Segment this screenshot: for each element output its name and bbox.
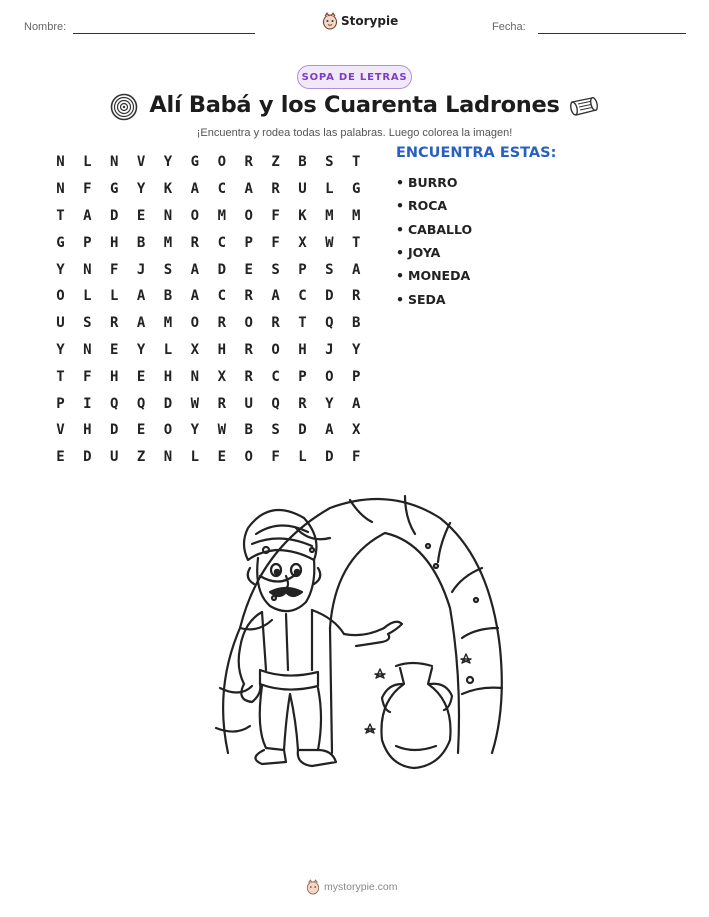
grid-letter[interactable]: A bbox=[190, 288, 200, 305]
grid-letter[interactable]: T bbox=[352, 154, 361, 171]
grid-letter[interactable]: H bbox=[110, 234, 119, 251]
grid-letter[interactable]: C bbox=[217, 288, 226, 305]
grid-letter[interactable]: A bbox=[190, 181, 200, 198]
grid-letter[interactable]: Y bbox=[352, 341, 361, 358]
worksheet-type-badge: SOPA DE LETRAS bbox=[297, 65, 412, 89]
grid-letter[interactable]: F bbox=[271, 234, 280, 251]
date-label: Fecha: bbox=[492, 21, 526, 33]
grid-letter[interactable]: U bbox=[244, 395, 253, 412]
word-text: ROCA bbox=[408, 198, 448, 214]
word-bank-item bbox=[396, 264, 472, 287]
grid-letter[interactable]: D bbox=[325, 449, 334, 466]
scroll-icon bbox=[568, 94, 600, 120]
grid-letter[interactable]: L bbox=[298, 449, 307, 466]
grid-letter[interactable]: I bbox=[83, 395, 92, 412]
grid-letter[interactable]: R bbox=[244, 154, 253, 171]
grid-letter[interactable]: R bbox=[244, 341, 253, 358]
grid-letter[interactable]: Z bbox=[271, 154, 280, 171]
grid-letter[interactable]: U bbox=[56, 315, 65, 332]
grid-letter[interactable]: Q bbox=[325, 315, 334, 332]
grid-letter[interactable]: Q bbox=[271, 395, 280, 412]
word-text: MONEDA bbox=[408, 268, 471, 284]
grid-row bbox=[47, 176, 370, 203]
grid-letter[interactable]: A bbox=[271, 288, 280, 305]
grid-letter[interactable]: R bbox=[110, 315, 119, 332]
grid-letter[interactable]: E bbox=[244, 261, 253, 278]
grid-letter[interactable]: R bbox=[217, 315, 226, 332]
grid-letter[interactable]: Q bbox=[110, 395, 119, 412]
name-label: Nombre: bbox=[24, 21, 67, 33]
grid-letter[interactable]: E bbox=[56, 449, 65, 466]
grid-letter[interactable]: V bbox=[136, 154, 146, 171]
bullet: • bbox=[396, 245, 404, 261]
bullet: • bbox=[396, 291, 404, 307]
grid-letter[interactable]: A bbox=[352, 261, 361, 278]
grid-letter[interactable]: B bbox=[352, 315, 361, 332]
grid-letter[interactable]: G bbox=[110, 181, 119, 198]
grid-letter[interactable]: O bbox=[325, 368, 334, 385]
grid-letter[interactable]: J bbox=[136, 261, 146, 278]
grid-letter[interactable]: S bbox=[163, 261, 173, 278]
grid-row bbox=[47, 256, 370, 283]
grid-letter[interactable]: F bbox=[83, 181, 92, 198]
grid-letter[interactable]: Y bbox=[56, 341, 65, 358]
grid-letter[interactable]: A bbox=[136, 288, 146, 305]
grid-letter[interactable]: P bbox=[352, 368, 361, 385]
grid-letter[interactable]: B bbox=[163, 288, 173, 305]
grid-letter[interactable]: M bbox=[163, 315, 173, 332]
grid-letter[interactable]: L bbox=[83, 288, 92, 305]
grid-letter[interactable]: X bbox=[352, 422, 361, 439]
grid-letter[interactable]: M bbox=[352, 207, 361, 224]
bullet: • bbox=[396, 175, 404, 191]
grid-letter[interactable]: T bbox=[56, 207, 65, 224]
grid-letter[interactable]: D bbox=[83, 449, 92, 466]
grid-letter[interactable]: F bbox=[271, 449, 280, 466]
grid-letter[interactable]: N bbox=[110, 154, 119, 171]
grid-row bbox=[47, 310, 370, 337]
grid-letter[interactable]: G bbox=[190, 154, 200, 171]
grid-letter[interactable]: G bbox=[352, 181, 361, 198]
grid-letter[interactable]: O bbox=[190, 315, 200, 332]
grid-letter[interactable]: O bbox=[217, 154, 226, 171]
word-bank-item bbox=[396, 287, 472, 310]
grid-row bbox=[47, 363, 370, 390]
grid-letter[interactable]: N bbox=[163, 207, 173, 224]
page-title: Alí Babá y los Cuarenta Ladrones bbox=[149, 92, 560, 118]
grid-letter[interactable]: U bbox=[298, 181, 307, 198]
grid-letter[interactable]: C bbox=[271, 368, 280, 385]
grid-letter[interactable]: A bbox=[83, 207, 92, 224]
grid-letter[interactable]: R bbox=[190, 234, 200, 251]
grid-row bbox=[47, 337, 370, 364]
grid-letter[interactable]: O bbox=[163, 422, 173, 439]
grid-letter[interactable]: H bbox=[110, 368, 119, 385]
grid-letter[interactable]: N bbox=[83, 261, 92, 278]
grid-letter[interactable]: G bbox=[56, 234, 65, 251]
grid-letter[interactable]: A bbox=[190, 261, 200, 278]
instructions: ¡Encuentra y rodea todas las palabras. Luego colorea la imagen! bbox=[196, 127, 513, 139]
footer-url[interactable]: mystorypie.com bbox=[324, 881, 398, 893]
grid-letter[interactable]: A bbox=[352, 395, 361, 412]
grid-letter[interactable]: E bbox=[136, 422, 146, 439]
grid-letter[interactable]: R bbox=[352, 288, 361, 305]
grid-letter[interactable]: O bbox=[244, 449, 253, 466]
grid-letter[interactable]: D bbox=[110, 207, 119, 224]
word-text: CABALLO bbox=[408, 221, 473, 237]
storypie-logo-icon bbox=[306, 879, 320, 895]
storypie-logo-icon bbox=[322, 12, 338, 30]
grid-letter[interactable]: N bbox=[56, 154, 65, 171]
grid-letter[interactable]: Y bbox=[56, 261, 65, 278]
grid-letter[interactable]: X bbox=[298, 234, 307, 251]
grid-letter[interactable]: M bbox=[217, 207, 226, 224]
grid-letter[interactable]: U bbox=[110, 449, 119, 466]
word-text: JOYA bbox=[408, 245, 441, 261]
grid-letter[interactable]: C bbox=[217, 234, 226, 251]
grid-letter[interactable]: H bbox=[298, 341, 307, 358]
grid-letter[interactable]: S bbox=[325, 154, 334, 171]
grid-letter[interactable]: D bbox=[110, 422, 119, 439]
grid-letter[interactable]: T bbox=[298, 315, 307, 332]
grid-letter[interactable]: Q bbox=[136, 395, 146, 412]
word-bank-item bbox=[396, 171, 472, 194]
grid-letter[interactable]: C bbox=[298, 288, 307, 305]
word-text: SEDA bbox=[408, 291, 446, 307]
grid-letter[interactable]: R bbox=[298, 395, 307, 412]
grid-letter[interactable]: Y bbox=[136, 181, 146, 198]
grid-letter[interactable]: E bbox=[217, 449, 226, 466]
grid-letter[interactable]: A bbox=[244, 181, 253, 198]
grid-letter[interactable]: P bbox=[298, 261, 307, 278]
grid-letter[interactable]: O bbox=[244, 315, 253, 332]
grid-letter[interactable]: O bbox=[244, 207, 253, 224]
grid-letter[interactable]: Z bbox=[136, 449, 146, 466]
grid-letter[interactable]: P bbox=[244, 234, 253, 251]
grid-letter[interactable]: E bbox=[136, 368, 146, 385]
grid-letter[interactable]: H bbox=[163, 368, 173, 385]
grid-row bbox=[47, 203, 370, 230]
word-bank-list bbox=[396, 171, 472, 311]
brand-name: Storypie bbox=[341, 14, 399, 28]
grid-letter[interactable]: R bbox=[244, 288, 253, 305]
grid-letter[interactable]: H bbox=[217, 341, 226, 358]
grid-letter[interactable]: S bbox=[271, 422, 280, 439]
grid-letter[interactable]: X bbox=[190, 341, 200, 358]
grid-letter[interactable]: S bbox=[271, 261, 280, 278]
grid-letter[interactable]: R bbox=[217, 395, 226, 412]
grid-letter[interactable]: D bbox=[163, 395, 173, 412]
grid-letter[interactable]: K bbox=[163, 181, 173, 198]
grid-letter[interactable]: X bbox=[217, 368, 226, 385]
grid-letter[interactable]: P bbox=[298, 368, 307, 385]
grid-letter[interactable]: P bbox=[56, 395, 65, 412]
grid-letter[interactable]: W bbox=[325, 234, 334, 251]
grid-letter[interactable]: Y bbox=[136, 341, 146, 358]
grid-letter[interactable]: T bbox=[56, 368, 65, 385]
grid-letter[interactable]: K bbox=[298, 207, 307, 224]
grid-letter[interactable]: A bbox=[325, 422, 334, 439]
grid-letter[interactable]: O bbox=[56, 288, 65, 305]
bullet: • bbox=[396, 268, 404, 284]
grid-letter[interactable]: B bbox=[298, 154, 307, 171]
grid-letter[interactable]: F bbox=[271, 207, 280, 224]
word-bank-item bbox=[396, 241, 472, 264]
grid-row bbox=[47, 229, 370, 256]
word-text: BURRO bbox=[408, 175, 458, 191]
grid-letter[interactable]: R bbox=[244, 368, 253, 385]
grid-letter[interactable]: P bbox=[83, 234, 92, 251]
grid-letter[interactable]: F bbox=[110, 261, 119, 278]
grid-letter[interactable]: E bbox=[136, 207, 146, 224]
grid-letter[interactable]: M bbox=[163, 234, 173, 251]
grid-letter[interactable]: C bbox=[217, 181, 226, 198]
date-field[interactable] bbox=[538, 33, 686, 34]
grid-letter[interactable]: R bbox=[271, 181, 280, 198]
grid-row bbox=[47, 417, 370, 444]
grid-letter[interactable]: F bbox=[83, 368, 92, 385]
footer bbox=[306, 879, 398, 895]
grid-letter[interactable]: J bbox=[325, 341, 334, 358]
grid-row bbox=[47, 149, 370, 176]
grid-letter[interactable]: W bbox=[190, 395, 200, 412]
bullet: • bbox=[396, 221, 404, 237]
grid-letter[interactable]: O bbox=[271, 341, 280, 358]
grid-letter[interactable]: W bbox=[217, 422, 226, 439]
grid-letter[interactable]: L bbox=[83, 154, 92, 171]
word-bank-heading: ENCUENTRA ESTAS: bbox=[396, 145, 557, 161]
grid-letter[interactable]: L bbox=[190, 449, 200, 466]
grid-letter[interactable]: L bbox=[110, 288, 119, 305]
grid-letter[interactable]: N bbox=[83, 341, 92, 358]
grid-letter[interactable]: A bbox=[136, 315, 146, 332]
grid-letter[interactable]: Y bbox=[163, 154, 173, 171]
grid-letter[interactable]: Y bbox=[190, 422, 200, 439]
grid-letter[interactable]: T bbox=[352, 234, 361, 251]
ali-baba-coloring-illustration bbox=[200, 488, 510, 788]
grid-letter[interactable]: L bbox=[325, 181, 334, 198]
grid-letter[interactable]: Y bbox=[325, 395, 334, 412]
grid-letter[interactable]: N bbox=[163, 449, 173, 466]
grid-letter[interactable]: F bbox=[352, 449, 361, 466]
grid-letter[interactable]: L bbox=[163, 341, 173, 358]
grid-letter[interactable]: B bbox=[244, 422, 253, 439]
grid-letter[interactable]: V bbox=[56, 422, 65, 439]
grid-letter[interactable]: R bbox=[271, 315, 280, 332]
grid-letter[interactable]: O bbox=[190, 207, 200, 224]
grid-row bbox=[47, 283, 370, 310]
grid-letter[interactable]: N bbox=[56, 181, 65, 198]
word-bank-item bbox=[396, 218, 472, 241]
grid-letter[interactable]: E bbox=[110, 341, 119, 358]
word-search-grid[interactable] bbox=[47, 149, 370, 471]
brand bbox=[322, 12, 398, 30]
grid-letter[interactable]: D bbox=[217, 261, 226, 278]
grid-letter[interactable]: S bbox=[83, 315, 92, 332]
grid-letter[interactable]: M bbox=[325, 207, 334, 224]
grid-letter[interactable]: D bbox=[325, 288, 334, 305]
name-field[interactable] bbox=[73, 33, 255, 34]
grid-row bbox=[47, 390, 370, 417]
grid-letter[interactable]: B bbox=[136, 234, 146, 251]
grid-letter[interactable]: H bbox=[83, 422, 92, 439]
grid-letter[interactable]: S bbox=[325, 261, 334, 278]
grid-row bbox=[47, 444, 370, 471]
word-bank-item bbox=[396, 194, 472, 217]
grid-letter[interactable]: D bbox=[298, 422, 307, 439]
grid-letter[interactable]: N bbox=[190, 368, 200, 385]
bullet: • bbox=[396, 198, 404, 214]
